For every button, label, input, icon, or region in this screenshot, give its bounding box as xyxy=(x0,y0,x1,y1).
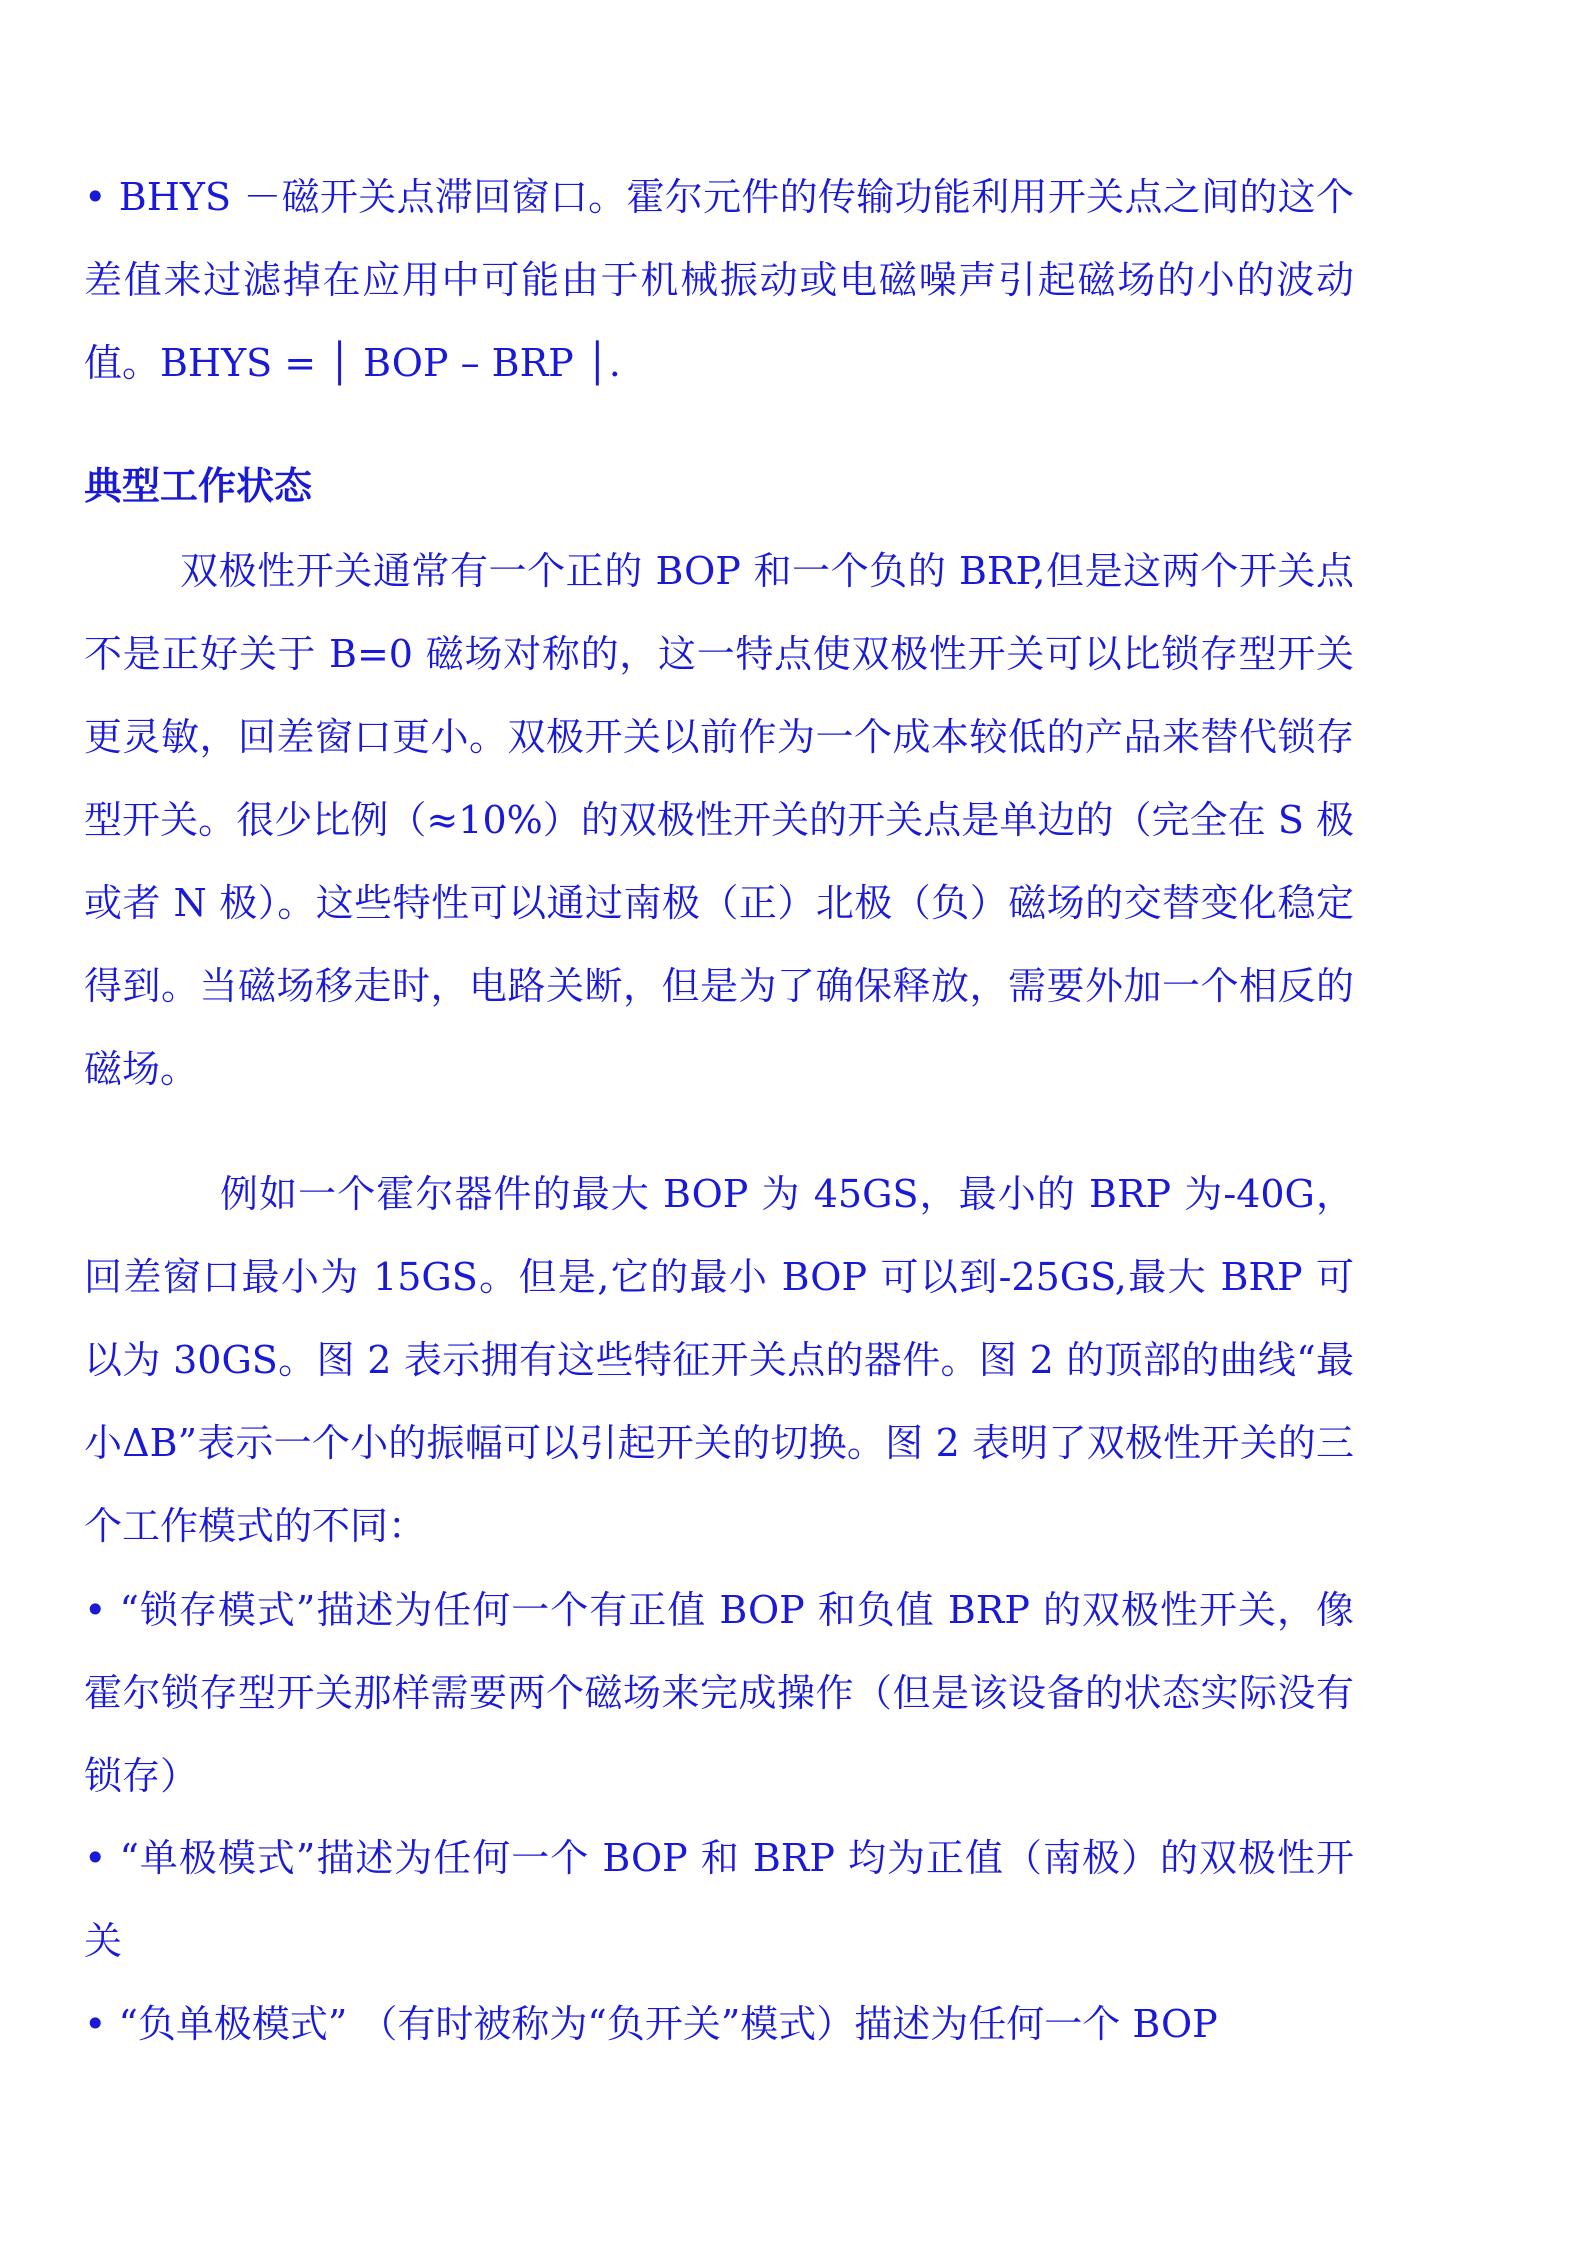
bipolar-intro-paragraph: 双极性开关通常有一个正的 BOP 和一个负的 BRP,但是这两个开关点不是正好关于 B=0 磁场对称的，这一特点使双极性开关可以比锁存型开关更灵敏，回差窗口更小。双极开关以前作为一个成本较低的产品来替代锁存型开关。很少比例（≈10%）的双极性开关的开关点是单边的（完全在 S 极或者 N 极）。这些特性可以通过南极（正）北极（负）磁场的交替变化稳定得到。当磁场移走时，电路关断，但是为了确保释放，需要外加一个相反的磁场。 xyxy=(84,549,1354,1091)
latch-mode-bullet: • “锁存模式”描述为任何一个有正值 BOP 和负值 BRP 的双极性开关，像霍尔锁存型开关那样需要两个磁场来完成操作（但是该设备的状态实际没有锁存） xyxy=(84,1588,1354,1798)
unipolar-mode-bullet: • “单极模式”描述为任何一个 BOP 和 BRP 均为正值（南极）的双极性开关 xyxy=(84,1836,1354,1963)
example-paragraph: 例如一个霍尔器件的最大 BOP 为 45GS，最小的 BRP 为-40G，回差窗口最小为 15GS。但是,它的最小 BOP 可以到-25GS,最大 BRP 可以为 30GS。图 2 表示拥有这些特征开关点的器件。图 2 的顶部的曲线“最小ΔB”表示一个小的振幅可以引起开关的切换。图 2 表明了双极性开关的三个工作模式的不同： xyxy=(84,1172,1354,1548)
bhys-bullet-paragraph: • BHYS －磁开关点滞回窗口。霍尔元件的传输功能利用开关点之间的这个差值来过滤掉在应用中可能由于机械振动或电磁噪声引起磁场的小的波动值。BHYS = │ BOP – BRP │. xyxy=(84,175,1354,385)
section-heading: 典型工作状态 xyxy=(84,463,313,508)
negative-unipolar-mode-bullet: • “负单极模式” （有时被称为“负开关”模式）描述为任何一个 BOP xyxy=(84,2002,1218,2046)
